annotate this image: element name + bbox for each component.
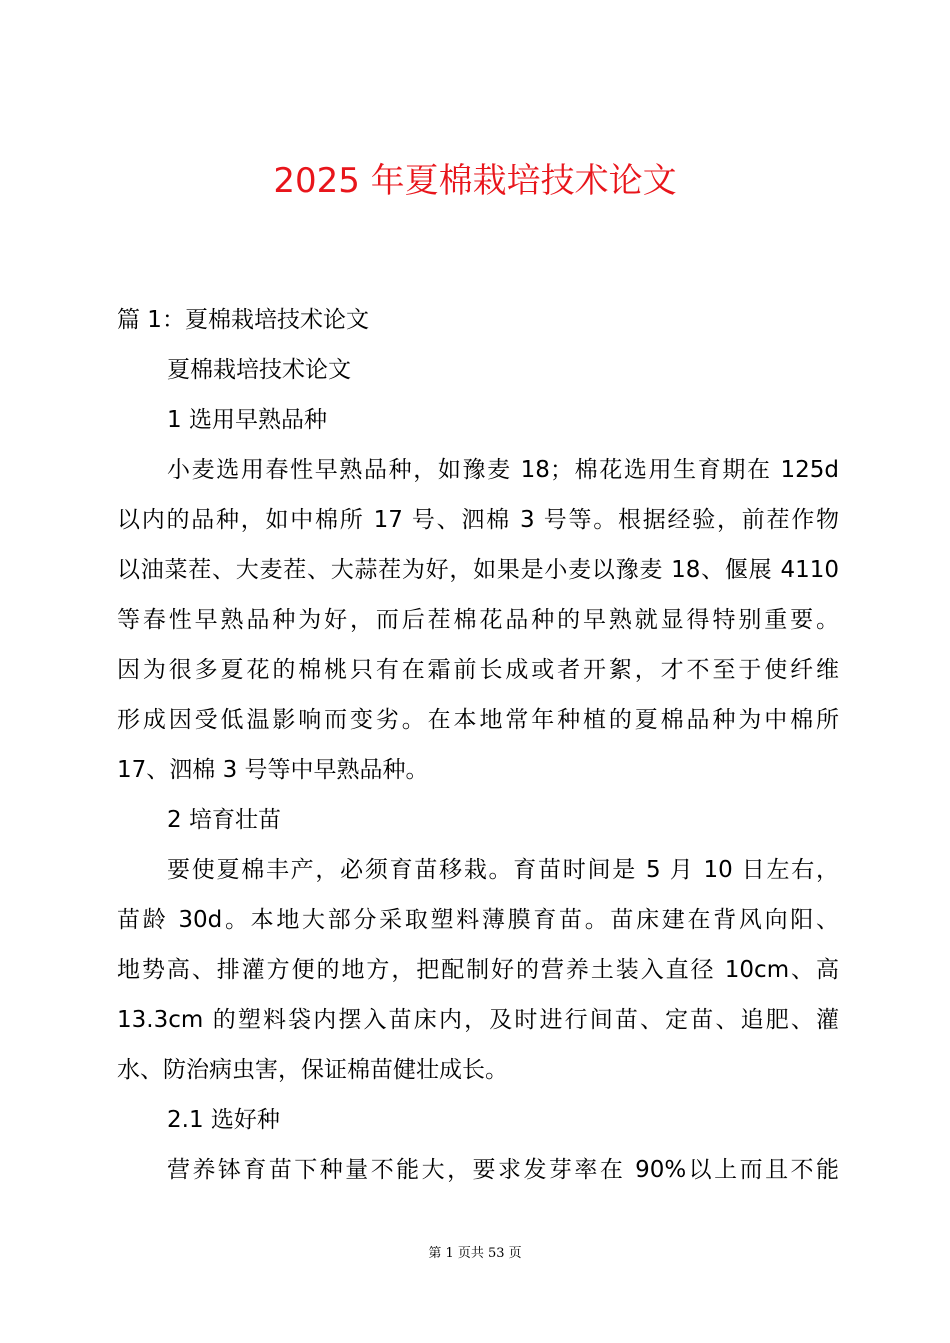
- page-footer: 第 1 页共 53 页: [428, 1246, 522, 1261]
- paragraph-line: 形成因受低温影响而变劣。在本地常年种植的夏棉品种为中棉所: [117, 707, 839, 733]
- article-subtitle: 夏棉栽培技术论文: [167, 357, 351, 383]
- heading-2: 2 培育壮苗: [167, 807, 281, 833]
- heading-1: 1 选用早熟品种: [167, 407, 327, 433]
- paragraph-line: 营养钵育苗下种量不能大，要求发芽率在 90%以上而且不能: [167, 1157, 839, 1183]
- paragraph-line: 地势高、排灌方便的地方，把配制好的营养土装入直径 10cm、高: [117, 957, 839, 983]
- paragraph-line: 以油菜茬、大麦茬、大蒜茬为好，如果是小麦以豫麦 18、偃展 4110: [117, 557, 839, 583]
- paragraph-line: 等春性早熟品种为好，而后茬棉花品种的早熟就显得特别重要。: [117, 607, 839, 633]
- paragraph-line: 苗龄 30d。本地大部分采取塑料薄膜育苗。苗床建在背风向阳、: [117, 907, 839, 933]
- paragraph-line: 以内的品种，如中棉所 17 号、泗棉 3 号等。根据经验，前茬作物: [117, 507, 839, 533]
- paragraph-line: 水、防治病虫害，保证棉苗健壮成长。: [117, 1057, 508, 1083]
- document-title: 2025 年夏棉栽培技术论文: [273, 161, 677, 201]
- heading-2-1: 2.1 选好种: [167, 1107, 280, 1133]
- paragraph-line: 因为很多夏花的棉桃只有在霜前长成或者开絮，才不至于使纤维: [117, 657, 839, 683]
- paragraph-line: 要使夏棉丰产，必须育苗移栽。育苗时间是 5 月 10 日左右，: [167, 857, 839, 883]
- paragraph-line: 13.3cm 的塑料袋内摆入苗床内，及时进行间苗、定苗、追肥、灌: [117, 1007, 839, 1033]
- section-heading: 篇 1：夏棉栽培技术论文: [117, 307, 369, 333]
- paragraph-line: 小麦选用春性早熟品种，如豫麦 18；棉花选用生育期在 125d: [167, 457, 839, 483]
- document-body: [117, 295, 839, 1195]
- paragraph-line: 17、泗棉 3 号等中早熟品种。: [117, 757, 429, 783]
